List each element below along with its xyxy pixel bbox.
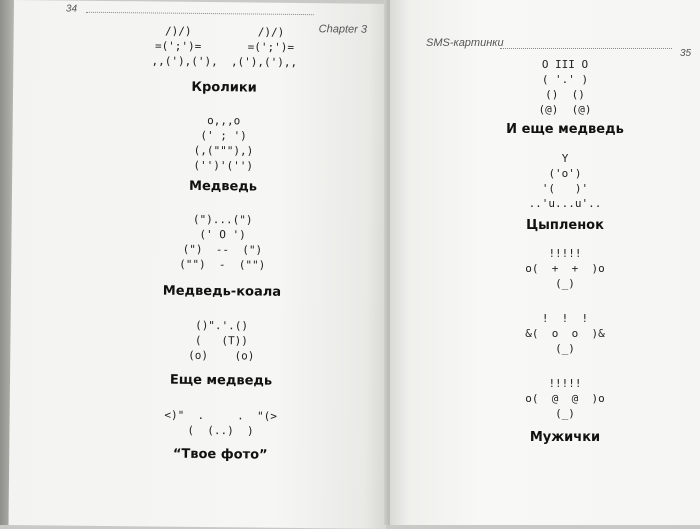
caption-one-more-bear: И еще медведь bbox=[506, 122, 624, 137]
left-page-number: 34 bbox=[65, 3, 78, 15]
right-header-rule bbox=[500, 48, 672, 49]
caption-bear: Медведь bbox=[188, 178, 258, 195]
art-bear: o,,,o (' ; ') (,("""),) ('')'('') bbox=[193, 114, 254, 173]
art-guy-1: !!!!! o( + + )o (_) bbox=[525, 247, 605, 290]
caption-your-photo: “Твое фото” bbox=[172, 446, 268, 463]
art-rabbits: /)/) /)/) =(';')= =(';')= ,,('),('), ,('),('),, bbox=[151, 24, 298, 69]
left-running-head: Chapter 3 bbox=[318, 23, 368, 36]
art-chick: Y ('o') '( )' ..'u...u'.. bbox=[528, 152, 602, 210]
caption-another-bear: Еще медведь bbox=[169, 372, 273, 389]
art-another-bear: ()".'.() ( (T)) (o) (o) bbox=[188, 318, 255, 363]
art-one-more-bear: O III O ( '.' ) () () (@) (@) bbox=[538, 58, 592, 116]
caption-guys: Мужички bbox=[529, 430, 601, 445]
caption-rabbits: Кролики bbox=[191, 79, 257, 96]
left-page bbox=[9, 0, 392, 529]
art-guy-2: ! ! ! &( o o )& (_) bbox=[525, 312, 605, 355]
art-koala: (")...(") (' O ') (") -- (") ("") - ("") bbox=[179, 212, 266, 272]
art-your-photo: <)" . . "(> ( (..) ) bbox=[164, 408, 278, 438]
left-header-rule bbox=[86, 12, 314, 15]
caption-chick: Цыпленок bbox=[526, 218, 604, 233]
right-page-number: 35 bbox=[680, 48, 692, 59]
right-page bbox=[390, 0, 700, 525]
art-guy-3: !!!!! o( @ @ )o (_) bbox=[525, 377, 605, 420]
right-running-head: SMS-картинки bbox=[426, 37, 504, 49]
caption-koala: Медведь-коала bbox=[162, 283, 282, 300]
